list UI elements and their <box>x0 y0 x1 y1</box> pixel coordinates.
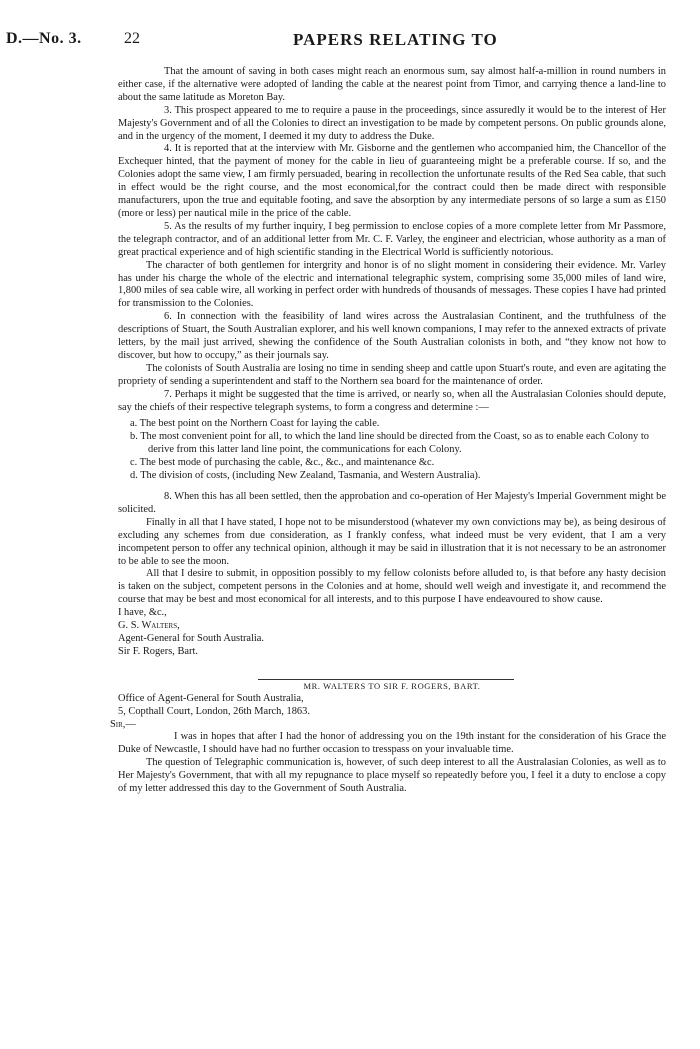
paragraph: That the amount of saving in both cases might reach an enormous sum, say almost half-a-million in round numbers in either case, if the alternative were adopted of landing the cable at the nearest point from Timor, and carrying thence a land-line to about the same latitude as Moreton Bay. <box>118 66 666 103</box>
paragraph: 6. In connection with the feasibility of land wires across the Australasian Continent, and the truthfulness of the descriptions of Stuart, the South Australian explorer, and his well known companions, I may refer to the annexed extracts of private letters, by the mail just arrived, shewing the confidence of the South Australian colonists in both, and “they know not how to discover, but how to occupy,” as their journals say. <box>118 311 666 361</box>
paragraph: The question of Telegraphic communication is, however, of such deep interest to all the Australasian Colonies, as well as to Her Majesty's Government, that with all my repugnance to place myself so repeatedly before you, I feel it a duty to enclose a copy of my letter addressed this day to the Government of South Australia. <box>118 757 666 795</box>
address-date: 5, Copthall Court, London, 26th March, 1863. <box>118 705 310 717</box>
paragraph: 3. This prospect appeared to me to require a pause in the proceedings, since assuredly it would be to the interest of Her Majesty's Government and of all the Colonies to direct an investigation to be made by competent persons. On public grounds alone, and in the urgency of the moment, I deemed it my duty to address the Duke. <box>118 104 666 142</box>
signature-title: Agent-General for South Australia. <box>118 632 265 644</box>
list-item: c. The best mode of purchasing the cable, &c., &c., and maintenance &c. <box>130 457 435 469</box>
paragraph: 4. It is reported that at the interview with Mr. Gisborne and the gentlemen who accompanied him, the Chancellor of the Exchequer hinted, that the payment of money for the cable in lieu of guaranteeing might be a preferable course. If so, and the Colonies adopt the same view, I am firmly persuaded, bearing in recollection the unfortunate results of the Red Sea cable, that such in effect would be the right course, and the most economical,for the contract could then be made direct with responsible manufacturers, upon the true and equitable footing, and save the absorption by any intermediate persons of so large a sum as £150 (more or less) per nautical mile in the price of the cable. <box>118 143 666 219</box>
running-title: PAPERS RELATING TO <box>293 30 498 49</box>
paragraph: The colonists of South Australia are losing no time in sending sheep and cattle upon Stuart's route, and even are agitating the propriety of sending a superintendent and staff to the Northern sea board for the maintenance of order. <box>118 362 666 387</box>
document-body <box>110 66 666 796</box>
paragraph: I was in hopes that after I had the honor of addressing you on the 19th instant for the consideration of his Grace the Duke of Newcastle, I should have had no further occasion to tresspass on your invaluable time. <box>118 731 666 756</box>
paragraph: Finally in all that I have stated, I hope not to be misunderstood (whatever my own convictions may be), as being desirous of excluding any schemes from due consideration, as I frankly confess, what indeed must be very evident, that I am a very incompetent person to offer any technical opinion, although it may be said in illustration that it is not necessary to be an astronomer to be able to see the moon. <box>118 516 666 567</box>
paragraph: 8. When this has all been settled, then the approbation and co-operation of Her Majesty's Imperial Government might be solicited. <box>118 491 666 515</box>
page-header <box>6 30 690 50</box>
paragraph: The character of both gentlemen for intergrity and honor is of no slight moment in considering their evidence. Mr. Varley has under his charge the whole of the electric and international telegraphic system, comprising some 35,000 miles of land wire, 1,800 miles of sea cable wire, all working in perfect order with hundreds of thousands of messages. These copies I have had printed for transmission to the Colonies. <box>118 259 666 310</box>
list-item: d. The division of costs, (including New Zealand, Tasmania, and Western Australia). <box>130 470 481 482</box>
paragraph: 5. As the results of my further inquiry, I beg permission to enclose copies of a more complete letter from Mr Passmore, the telegraph contractor, and of an additional letter from Mr. C. F. Varley, the engineer and electrician, whose authority as a man of great practical experience and of high scientific standing in the Electrical World is sufficiently notorious. <box>118 220 666 258</box>
addressee: Sir F. Rogers, Bart. <box>118 645 198 657</box>
signature-name: G. S. Walters, <box>118 620 180 632</box>
list-item: a. The best point on the Northern Coast for laying the cable. <box>130 418 380 430</box>
letter-caption: MR. WALTERS TO SIR F. ROGERS, BART. <box>303 680 481 691</box>
list-item: b. The most convenient point for all, to which the land line should be directed from the Coast, so as to enable each Colony to derive from this latter land line point, the communications for each Colony. <box>130 431 649 456</box>
signature-closing: I have, &c., <box>118 607 167 619</box>
office-line: Office of Agent-General for South Australia, <box>118 692 304 704</box>
paragraph: 7. Perhaps it might be suggested that the time is arrived, or nearly so, when all the Australasian Colonies should depute, say the chiefs of their respective telegraph systems, to form a congress and determine :— <box>118 388 666 413</box>
paragraph: All that I desire to submit, in opposition possibly to my fellow colonists before alluded to, is that before any hasty decision is taken on the subject, competent persons in the Colonies and at home, should well weigh and investigate it, and recommend the course that may be best and most economical for all interests, and to this purpose I have endeavoured to show cause. <box>118 568 666 606</box>
page-number: 22 <box>124 30 140 47</box>
salutation: Sir,— <box>110 718 136 730</box>
section-number: D.—No. 3. <box>6 30 82 47</box>
